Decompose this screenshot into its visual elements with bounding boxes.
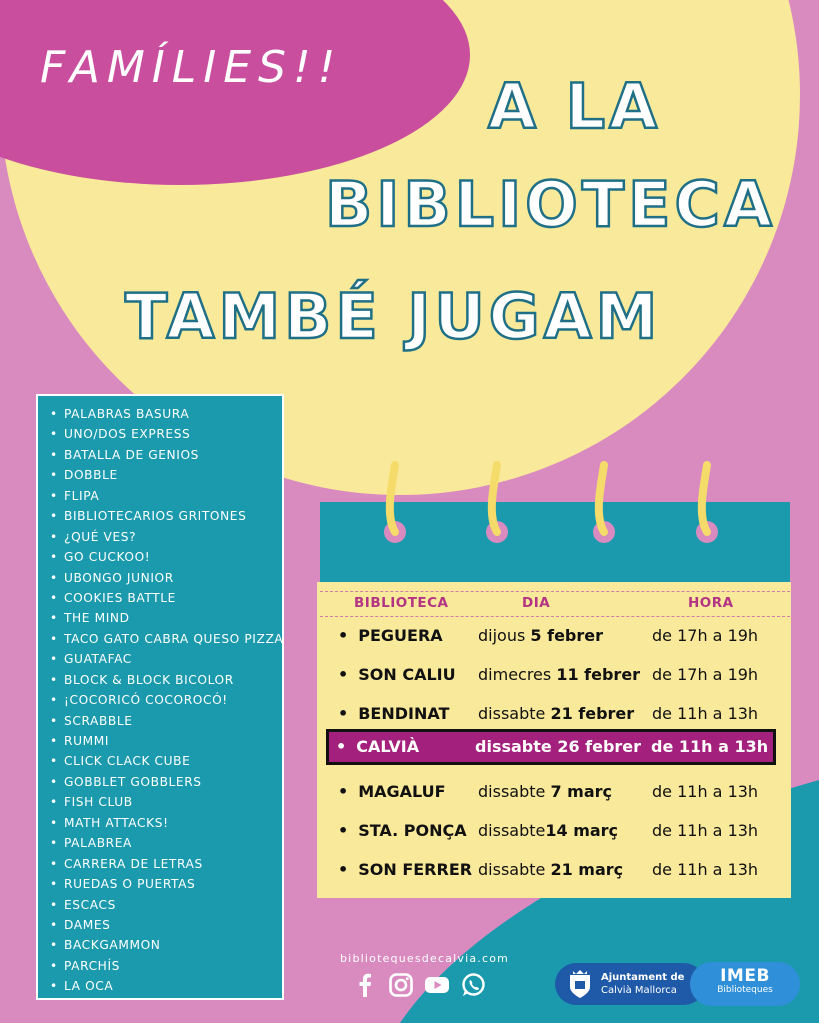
schedule-day-weekday: dissabte (478, 821, 546, 840)
ajuntament-line-2: Calvià Mallorca (601, 985, 677, 996)
games-list-panel (36, 394, 284, 1000)
schedule-day-date: 21 març (550, 860, 624, 879)
schedule-library: • MAGALUF (338, 782, 446, 801)
schedule-day (478, 821, 618, 840)
imeb-subtext: Biblioteques (717, 985, 773, 995)
game-list-item: • GOBBLET GOBBLERS (48, 772, 282, 792)
schedule-day-weekday: dimecres (478, 665, 557, 684)
game-list-item: • UBONGO JUNIOR (48, 568, 282, 588)
header-time: HORA (688, 595, 734, 611)
schedule-time: de 11h a 13h (652, 782, 759, 801)
imeb-text: IMEB (720, 966, 770, 986)
game-list-item: • UNO/DOS EXPRESS (48, 424, 282, 444)
schedule-day (478, 704, 634, 723)
schedule-time: de 11h a 13h (652, 860, 759, 879)
game-list-item: • PALABREA (48, 833, 282, 853)
schedule-day-date: 26 febrer (557, 737, 642, 756)
calendar-rings (370, 455, 790, 555)
schedule-day-date: 7 març (550, 782, 612, 801)
social-icons (352, 972, 486, 998)
schedule-library: • CALVIÀ (336, 737, 419, 756)
schedule-day (478, 665, 640, 684)
imeb-logo (690, 962, 800, 1006)
schedule-time: de 11h a 13h (652, 821, 759, 840)
schedule-library: • SON CALIU (338, 665, 456, 684)
game-list-item: • BLOCK & BLOCK BICOLOR (48, 670, 282, 690)
ajuntament-line-1: Ajuntament de (601, 972, 685, 983)
game-list-item: • SCRABBLE (48, 711, 282, 731)
schedule-library: • STA. PONÇA (338, 821, 467, 840)
schedule-library: • BENDINAT (338, 704, 449, 723)
schedule-library: • PEGUERA (338, 626, 443, 645)
schedule-row (328, 696, 778, 732)
game-list-item: • LA OCA (48, 976, 282, 996)
schedule-library: • SON FERRER (338, 860, 472, 879)
game-list-item: • RUMMI (48, 731, 282, 751)
schedule-row (328, 813, 778, 849)
header-library: BIBLIOTECA (354, 595, 449, 611)
schedule-day-date: 21 febrer (550, 704, 635, 723)
schedule-time: de 11h a 13h (652, 704, 759, 723)
game-list-item: • GO CUCKOO! (48, 547, 282, 567)
games-list (48, 404, 282, 997)
game-list-item: • ¿QUÉ VES? (48, 527, 282, 547)
schedule-row-highlighted (326, 729, 776, 765)
game-list-item: • COOKIES BATTLE (48, 588, 282, 608)
game-list-item: • BIBLIOTECARIOS GRITONES (48, 506, 282, 526)
schedule-day (475, 737, 641, 756)
game-list-item: • ¡COCORICÓ COCOROCÓ! (48, 690, 282, 710)
header-day: DIA (522, 595, 551, 611)
schedule-row (328, 774, 778, 810)
schedule-row (328, 618, 778, 654)
schedule-day-weekday: dissabte (475, 737, 558, 756)
instagram-icon[interactable] (388, 972, 414, 998)
crest-icon (567, 969, 593, 999)
title-line-2: BIBLIOTECA (325, 168, 776, 241)
schedule-day-date: 14 març (545, 821, 619, 840)
game-list-item: • PALABRAS BASURA (48, 404, 282, 424)
families-heading: FAMÍLIES!! (40, 42, 343, 93)
game-list-item: • BACKGAMMON (48, 935, 282, 955)
game-list-item: • THE MIND (48, 608, 282, 628)
schedule-row (328, 657, 778, 693)
schedule-time: de 17h a 19h (652, 626, 759, 645)
game-list-item: • PARCHÍS (48, 956, 282, 976)
schedule-day (478, 860, 623, 879)
game-list-item: • BATALLA DE GENIOS (48, 445, 282, 465)
schedule-day-date: 11 febrer (556, 665, 641, 684)
schedule-day-weekday: dijous (478, 626, 531, 645)
website-text: bibliotequesdecalvia.com (340, 952, 510, 965)
game-list-item: • DOBBLE (48, 465, 282, 485)
schedule-day-weekday: dissabte (478, 782, 551, 801)
schedule-day-weekday: dissabte (478, 704, 551, 723)
game-list-item: • FISH CLUB (48, 792, 282, 812)
title-line-3: TAMBÉ JUGAM (125, 280, 662, 353)
schedule-day (478, 782, 612, 801)
facebook-icon[interactable] (352, 972, 378, 998)
title-line-1: A LA (488, 70, 662, 143)
youtube-icon[interactable] (424, 972, 450, 998)
whatsapp-icon[interactable] (460, 972, 486, 998)
game-list-item: • DAMES (48, 915, 282, 935)
game-list-item: • ESCACS (48, 895, 282, 915)
game-list-item: • RUEDAS O PUERTAS (48, 874, 282, 894)
schedule-day-weekday: dissabte (478, 860, 551, 879)
game-list-item: • TACO GATO CABRA QUESO PIZZA (48, 629, 282, 649)
schedule-time: de 11h a 13h (651, 737, 769, 756)
schedule-day (478, 626, 603, 645)
game-list-item: • CLICK CLACK CUBE (48, 751, 282, 771)
schedule-time: de 17h a 19h (652, 665, 759, 684)
schedule-header-row (320, 591, 790, 617)
schedule-row (328, 852, 778, 888)
game-list-item: • GUATAFAC (48, 649, 282, 669)
ajuntament-logo (555, 963, 705, 1005)
game-list-item: • MATH ATTACKS! (48, 813, 282, 833)
game-list-item: • CARRERA DE LETRAS (48, 854, 282, 874)
game-list-item: • FLIPA (48, 486, 282, 506)
schedule-day-date: 5 febrer (530, 626, 604, 645)
